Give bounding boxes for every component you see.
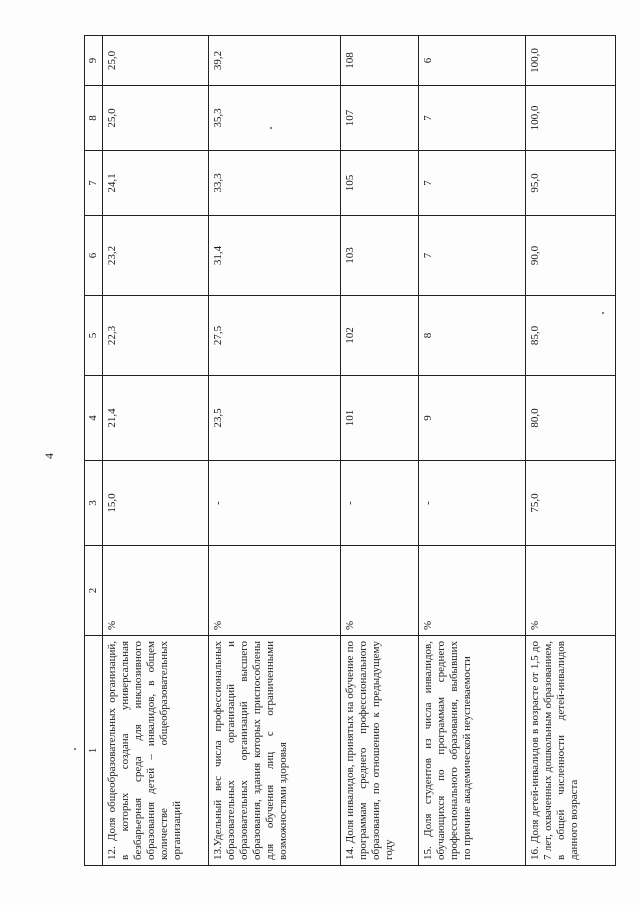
value-cell: 24,1 xyxy=(102,151,208,216)
table-row xyxy=(208,36,340,866)
value-cell: 7 xyxy=(419,216,525,296)
value-cell: 9 xyxy=(419,376,525,461)
value-cell: 35,3 xyxy=(208,86,340,151)
value-cell: 23,5 xyxy=(208,376,340,461)
value-cell: 6 xyxy=(419,36,525,86)
column-number: 1 xyxy=(85,636,103,866)
value-cell: 90,0 xyxy=(525,216,615,296)
value-cell: 85,0 xyxy=(525,296,615,376)
column-number: 6 xyxy=(85,216,103,296)
value-cell: 7 xyxy=(419,151,525,216)
value-cell: 25,0 xyxy=(102,86,208,151)
indicator-name: 15. Доля студентов из числа инвалидов, обучающихся по программам среднего профессионального образования, выбывших по причине академической неуспеваемости xyxy=(419,636,525,866)
value-cell: 27,5 xyxy=(208,296,340,376)
value-cell: 21,4 xyxy=(102,376,208,461)
value-cell: 7 xyxy=(419,86,525,151)
unit-cell: % xyxy=(341,546,419,636)
column-number-header-row xyxy=(85,36,103,866)
table-row xyxy=(341,36,419,866)
value-cell: 33,3 xyxy=(208,151,340,216)
value-cell: 25,0 xyxy=(102,36,208,86)
indicator-name: 12. Доля общеобразовательных организаций, в которых создана универсальная безбарьерная среда для инклюзивного образования детей – инвалидов, в общем количестве общеобразовательных организаций xyxy=(102,636,208,866)
value-cell: 75,0 xyxy=(525,461,615,546)
table-row xyxy=(102,36,208,866)
value-cell: 80,0 xyxy=(525,376,615,461)
indicator-name: 14. Доля инвалидов, принятых на обучение по программам среднего профессионального образования, по отношению к предыдущему году xyxy=(341,636,419,866)
value-cell: 39,2 xyxy=(208,36,340,86)
indicator-name: 16. Доля детей-инвалидов в возрасте от 1,5 до 7 лет, охваченных дошкольным образованием, в общей численности детей-инвалидов данного возраста xyxy=(525,636,615,866)
value-cell: 100,0 xyxy=(525,36,615,86)
value-cell: 8 xyxy=(419,296,525,376)
column-number: 9 xyxy=(85,36,103,86)
value-cell: 95,0 xyxy=(525,151,615,216)
unit-cell: % xyxy=(208,546,340,636)
rotated-table-container xyxy=(84,36,616,866)
value-cell: 23,2 xyxy=(102,216,208,296)
value-cell: 108 xyxy=(341,36,419,86)
indicators-table xyxy=(84,35,616,866)
value-cell: - xyxy=(419,461,525,546)
value-cell: - xyxy=(208,461,340,546)
column-number: 2 xyxy=(85,546,103,636)
column-number: 5 xyxy=(85,296,103,376)
table-row xyxy=(525,36,615,866)
value-cell: 103 xyxy=(341,216,419,296)
value-cell: 31,4 xyxy=(208,216,340,296)
scan-speck xyxy=(74,748,76,750)
value-cell: 100,0 xyxy=(525,86,615,151)
value-cell: 107 xyxy=(341,86,419,151)
column-number: 4 xyxy=(85,376,103,461)
value-cell: 105 xyxy=(341,151,419,216)
unit-cell: % xyxy=(525,546,615,636)
column-number: 3 xyxy=(85,461,103,546)
column-number: 7 xyxy=(85,151,103,216)
column-number: 8 xyxy=(85,86,103,151)
value-cell: 15,0 xyxy=(102,461,208,546)
unit-cell: % xyxy=(102,546,208,636)
value-cell: - xyxy=(341,461,419,546)
table-row xyxy=(419,36,525,866)
value-cell: 102 xyxy=(341,296,419,376)
indicator-name: 13.Удельный вес числа профессиональных образовательных организаций и образовательных организаций высшего образования, здания которых приспособлены для обучения лиц с ограниченными возможностями здоровья xyxy=(208,636,340,866)
unit-cell: % xyxy=(419,546,525,636)
value-cell: 101 xyxy=(341,376,419,461)
page-number: 4 xyxy=(42,453,56,459)
value-cell: 22,3 xyxy=(102,296,208,376)
